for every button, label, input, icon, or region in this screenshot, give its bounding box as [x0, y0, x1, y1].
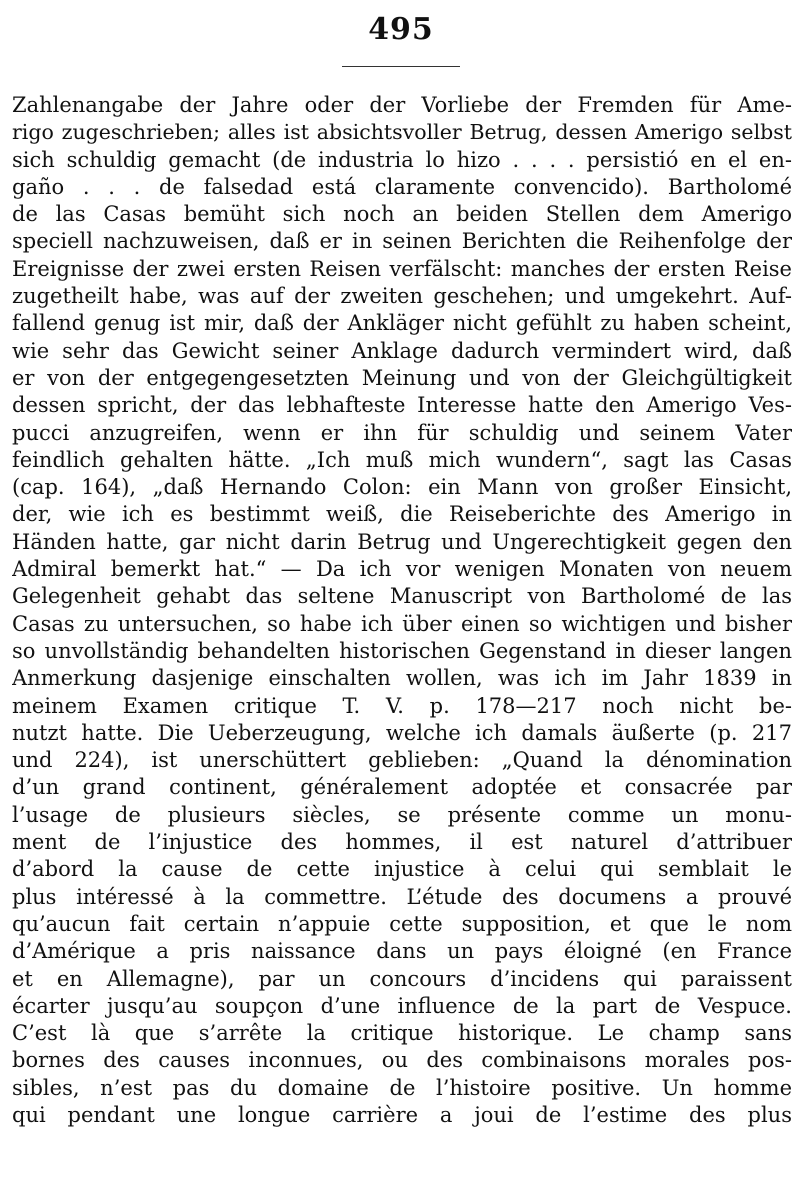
text-line: C’est là que s’arrête la critique historique. Le champ sans	[12, 1021, 792, 1046]
text-line: (cap. 164), „daß Hernando Colon: ein Mann von großer Einsicht,	[12, 475, 792, 500]
text-line: meinem Examen critique T. V. p. 178—217 noch nicht be-	[12, 693, 792, 718]
text-line: et en Allemagne), par un concours d’incidens qui paraissent	[12, 966, 792, 991]
text-line: ment de l’injustice des hommes, il est naturel d’attribuer	[12, 830, 792, 855]
text-line: dessen spricht, der das lebhafteste Interesse hatte den Amerigo Ves-	[12, 393, 792, 418]
text-line: wie sehr das Gewicht seiner Anklage dadurch vermindert wird, daß	[12, 338, 792, 363]
text-line: plus intéressé à la commettre. L’étude des documens a prouvé	[12, 884, 792, 909]
text-line: pucci anzugreifen, wenn er ihn für schuldig und seinem Vater	[12, 420, 792, 445]
text-line: nutzt hatte. Die Ueberzeugung, welche ich damals äußerte (p. 217	[12, 720, 792, 745]
text-line: so unvollständig behandelten historischen Gegenstand in dieser langen	[12, 638, 792, 663]
text-line: der, wie ich es bestimmt weiß, die Reiseberichte des Amerigo in	[12, 502, 792, 527]
text-line: écarter jusqu’au soupçon d’une influence de la part de Vespuce.	[12, 993, 792, 1018]
text-line: er von der entgegengesetzten Meinung und von der Gleichgültigkeit	[12, 365, 792, 390]
text-line: Zahlenangabe der Jahre oder der Vorliebe der Fremden für Ame-	[12, 93, 792, 117]
text-line: Anmerkung dasjenige einschalten wollen, was ich im Jahr 1839 in	[12, 666, 792, 691]
text-line: zugetheilt habe, was auf der zweiten geschehen; und umgekehrt. Auf-	[12, 284, 792, 309]
text-line: Admiral bemerkt hat.“ — Da ich vor wenigen Monaten von neuem	[12, 557, 792, 582]
text-line: Händen hatte, gar nicht darin Betrug und Ungerechtigkeit gegen den	[12, 529, 792, 554]
text-line: Casas zu untersuchen, so habe ich über einen so wichtigen und bisher	[12, 611, 792, 636]
text-line: d’un grand continent, généralement adoptée et consacrée par	[12, 775, 792, 800]
text-line: qui pendant une longue carrière a joui de l’estime des plus	[12, 1102, 792, 1127]
text-line: l’usage de plusieurs siècles, se présente comme un monu-	[12, 802, 792, 827]
header-rule	[342, 66, 460, 67]
text-line: gaño . . . de falsedad está claramente convencido). Bartholomé	[12, 174, 792, 199]
text-line: rigo zugeschrieben; alles ist absichtsvoller Betrug, dessen Amerigo selbst	[12, 120, 792, 145]
text-line: und 224), ist unerschüttert geblieben: „Quand la dénomination	[12, 748, 792, 773]
page-number: 495	[368, 12, 434, 47]
text-line: fallend genug ist mir, daß der Ankläger nicht gefühlt zu haben scheint,	[12, 311, 792, 336]
text-line: d’abord la cause de cette injustice à celui qui semblait le	[12, 857, 792, 882]
text-line: speciell nachzuweisen, daß er in seinen Berichten die Reihenfolge der	[12, 229, 792, 254]
text-line: sich schuldig gemacht (de industria lo hizo . . . . persistió en el en-	[12, 147, 792, 172]
text-line: Gelegenheit gehabt das seltene Manuscript von Bartholomé de las	[12, 584, 792, 609]
body-text	[12, 92, 792, 1129]
text-line: Ereignisse der zwei ersten Reisen verfälscht: manches der ersten Reise	[12, 256, 792, 281]
text-line: d’Amérique a pris naissance dans un pays éloigné (en France	[12, 939, 792, 964]
text-line: qu’aucun fait certain n’appuie cette supposition, et que le nom	[12, 911, 792, 936]
text-line: feindlich gehalten hätte. „Ich muß mich wundern“, sagt las Casas	[12, 447, 792, 472]
text-line: sibles, n’est pas du domaine de l’histoire positive. Un homme	[12, 1075, 792, 1100]
text-line: bornes des causes inconnues, ou des combinaisons morales pos-	[12, 1048, 792, 1073]
text-line: de las Casas bemüht sich noch an beiden Stellen dem Amerigo	[12, 202, 792, 227]
